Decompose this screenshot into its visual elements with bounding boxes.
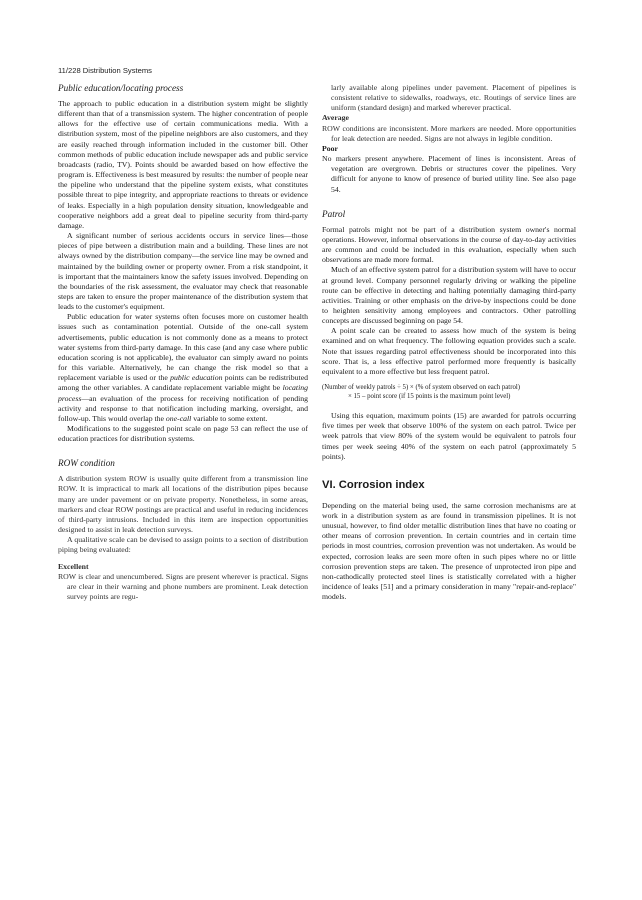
text: variable to some extent.: [191, 413, 268, 423]
italic-term: one-call: [165, 413, 192, 423]
text: Public education for water systems often focuses more on customer health issues such as contamination potential. Outside of the one-call system advertisements, public education is not commonly done as a means to protect water systems from third-party damage. In this case (and any case where public education scoring is not applicable), the evaluator can simply award no points for this variable. Alternatively, he can change the risk model so that a replacement variable is used or the: [58, 312, 308, 383]
patrol-formula: [322, 383, 576, 401]
paragraph: Modifications to the suggested point scale on page 53 can reflect the use of education practices for distribution systems.: [58, 424, 308, 444]
text: —an evaluation of the process for receiving notification of pending activity and response to that notification including marking, oversight, and follow-up. This would overlap the: [58, 393, 308, 423]
average-label: Average: [322, 113, 349, 123]
paragraph: Formal patrols might not be part of a distribution system owner's normal operations. However, informal observations in the course of day-to-day activities are common and could be included in this evaluation, especially when such observations are made more formal.: [322, 224, 576, 265]
excellent-text: ROW is clear and unencumbered. Signs are present wherever is practical. Signs are clear in their warning and phone numbers are prominent. Leak detection survey points are regu-: [58, 571, 308, 602]
left-column: [58, 83, 308, 602]
italic-term: locating process: [58, 383, 308, 403]
public-education-heading: Public education/locating process: [58, 83, 184, 93]
right-column: [322, 83, 576, 602]
paragraph-water-systems: [58, 312, 308, 424]
formula-line: × 15 – point score (if 15 points is the maximum point level): [348, 393, 511, 401]
corrosion-index-heading: VI. Corrosion index: [322, 478, 425, 491]
average-text: ROW conditions are inconsistent. More markers are needed. More opportunities for leak detection are needed. Signs are not always in legible condition.: [322, 123, 576, 143]
excellent-text-continued: larly available along pipelines under pavement. Placement of pipelines is consistent relative to sidewalks, roadways, etc. Routings of service lines are uniform (standard design) and marked wherever practical.: [331, 83, 576, 113]
paragraph: A qualitative scale can be devised to assign points to a section of distribution piping being evaluated:: [58, 535, 308, 555]
paragraph: A significant number of serious accidents occurs in service lines—those pieces of pipe between a distribution main and a building. These lines are not always owned by the distribution company—the service line may be owned and maintained by the building owner or property owner. From a risk standpoint, it is important that the maintainers know the safety issues involved. Depending on the boundaries of the risk assessment, the evaluator may check that reasonable steps are taken to ensure the proper maintenance of the distribution system that leads to the customer's equipment.: [58, 231, 308, 312]
poor-text: No markers present anywhere. Placement of lines is inconsistent. Areas of vegetation are overgrown. Debris or structures cover the pipelines. Very difficult for anyone to know of presence of buried utility line. See also page 54.: [322, 154, 576, 194]
paragraph: A point scale can be created to assess how much of the system is being examined and on what frequency. The following equation provides such a scale. Note that issues regarding patrol effectiveness should be incorporated into this score. That is, a less effective patrol performed more frequently is basically equivalent to a more effective but less frequent patrol.: [322, 326, 576, 376]
text: points can be redistributed among the other variables. A candidate replacement variable might be: [58, 373, 309, 393]
patrol-heading: Patrol: [322, 208, 346, 219]
paragraph: Using this equation, maximum points (15) are awarded for patrols occurring five times per week that observe 100% of the system on each patrol. Twice per week patrols that view 80% of the system would be equivalent to patrols four times per week seeing 40% of the system on each patrol (approximately 5 points).: [322, 411, 576, 461]
excellent-label: Excellent: [58, 561, 89, 571]
formula-line: (Number of weekly patrols ÷ 5) × (% of system observed on each patrol): [322, 384, 521, 392]
paragraph: The approach to public education in a distribution system might be slightly different than that of a transmission system. The higher concentration of people allows for the effective use of certain communications media. With a distribution system, most of the pipeline neighbors are also customers, and they are easily reached through information included in the customer bill. Other common methods of public education include newspaper ads and public service broadcasts (radio, TV). Points should be awarded based on how effective the program is. Effectiveness is best measured by results: the number of people near the pipeline who understand that the pipeline system exists, what constitutes possible threat to pipe integrity, and appropriate reactions to threats or evidence of leaks. Especially in a high population density situation, knowledgeable and cooperative neighbors add a great deal to pipeline security from third-party damage.: [58, 99, 308, 230]
row-condition-heading: ROW condition: [58, 458, 115, 469]
paragraph: Depending on the material being used, the same corrosion mechanisms are at work in a distribution system as are found in transmission pipelines. It is not unusual, however, to find older metallic distribution lines that have no coating or other means of corrosion prevention. In certain countries and in certain time periods in most countries, corrosion prevention was not undertaken. As would be expected, corrosion leaks are seen more often in such pipes where no or little corrosion prevention steps are taken. The presence of unprotected iron pipe and non-cathodically protected steel lines is statistically correlated with a higher incidence of leaks [51] and a primary consideration in many "repair-and-replace" models.: [322, 500, 576, 602]
paragraph: A distribution system ROW is usually quite different from a transmission line ROW. It is impractical to mark all locations of the distribution pipes because many are under pavement or on private property. Nonetheless, in some areas, markers and clear ROW postings are practical and useful in reducing incidences of third-party intrusions. Included in this item are inspection opportunities designed to assist in leak detection surveys.: [58, 474, 308, 535]
italic-term: public education: [170, 373, 223, 383]
running-header: 11/228 Distribution Systems: [58, 66, 152, 75]
paragraph: Much of an effective system patrol for a distribution system will have to occur at ground level. Company personnel regularly driving or walking the pipeline route can be effective in detecting and halting potentially damaging third-party activities. Training or other emphasis on the drive-by inspections could be done to heighten sensitivity among employees and contractors. Other patrolling concepts are discussed beginning on page 54.: [322, 265, 576, 326]
poor-label: Poor: [322, 143, 338, 153]
